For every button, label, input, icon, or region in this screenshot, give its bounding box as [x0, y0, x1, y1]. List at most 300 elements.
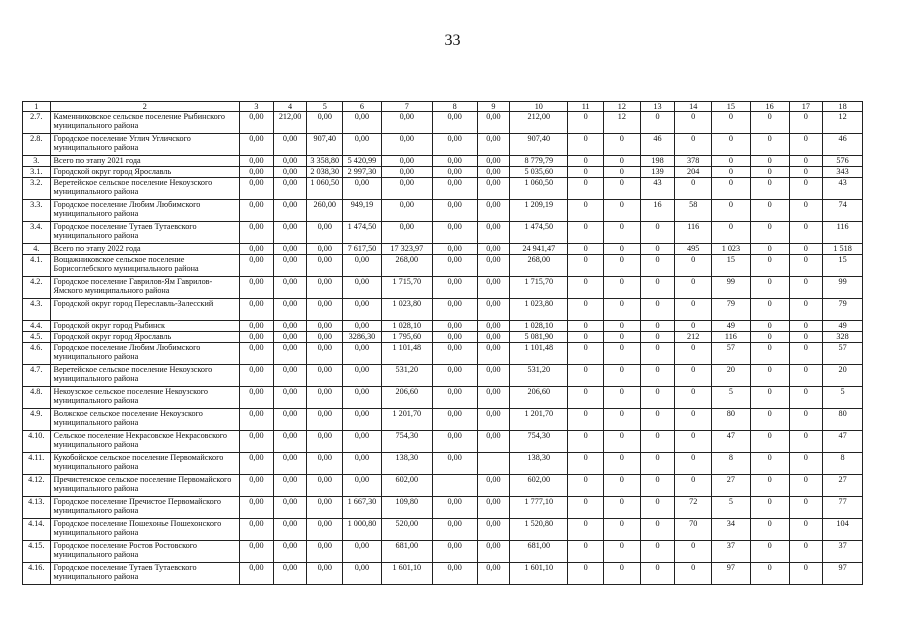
row-index-cell: 4.9. [23, 409, 51, 431]
value-cell: 5 081,90 [510, 332, 568, 343]
value-cell: 0,00 [432, 255, 477, 277]
value-cell: 0 [604, 255, 641, 277]
value-cell: 99 [823, 277, 863, 299]
value-cell: 0,00 [477, 244, 510, 255]
value-cell: 0,00 [307, 112, 343, 134]
value-cell: 0 [789, 409, 823, 431]
value-cell: 0,00 [273, 244, 307, 255]
table-row [23, 255, 863, 277]
row-index-cell: 4. [23, 244, 51, 255]
value-cell: 602,00 [510, 475, 568, 497]
value-cell: 0,00 [432, 497, 477, 519]
table-row [23, 156, 863, 167]
value-cell [477, 453, 510, 475]
municipality-name-cell: Городское поселение Любим Любимского муниципального района [50, 343, 240, 365]
value-cell: 0,00 [240, 475, 274, 497]
municipality-name-cell: Городское поселение Пошехонье Пошехонского муниципального района [50, 519, 240, 541]
value-cell: 0 [604, 497, 641, 519]
value-cell: 0 [789, 453, 823, 475]
value-cell: 0 [568, 475, 604, 497]
value-cell: 0 [789, 332, 823, 343]
value-cell: 0,00 [343, 112, 382, 134]
column-number-cell: 9 [477, 102, 510, 112]
value-cell: 0 [568, 431, 604, 453]
value-cell: 0,00 [477, 321, 510, 332]
value-cell: 0,00 [307, 475, 343, 497]
row-index-cell: 4.12. [23, 475, 51, 497]
value-cell: 0 [675, 321, 712, 332]
value-cell: 0,00 [381, 112, 432, 134]
value-cell: 0 [789, 321, 823, 332]
row-index-cell: 3.2. [23, 178, 51, 200]
value-cell: 0,00 [273, 541, 307, 563]
value-cell: 0,00 [273, 343, 307, 365]
value-cell: 0,00 [477, 497, 510, 519]
value-cell: 57 [823, 343, 863, 365]
value-cell: 0 [789, 156, 823, 167]
value-cell: 0 [750, 134, 789, 156]
value-cell: 43 [823, 178, 863, 200]
value-cell: 0 [750, 222, 789, 244]
value-cell: 0 [750, 387, 789, 409]
value-cell: 0,00 [477, 134, 510, 156]
value-cell: 0,00 [477, 431, 510, 453]
value-cell: 0 [675, 563, 712, 585]
value-cell: 1 795,60 [381, 332, 432, 343]
value-cell: 0 [604, 519, 641, 541]
value-cell: 0 [568, 321, 604, 332]
value-cell: 0,00 [477, 475, 510, 497]
value-cell: 198 [640, 156, 675, 167]
value-cell: 206,60 [381, 387, 432, 409]
value-cell: 0,00 [343, 409, 382, 431]
value-cell: 2 997,30 [343, 167, 382, 178]
value-cell: 0 [604, 134, 641, 156]
value-cell: 1 474,50 [510, 222, 568, 244]
value-cell: 343 [823, 167, 863, 178]
value-cell: 5 035,60 [510, 167, 568, 178]
municipality-name-cell: Городской округ город Рыбинск [50, 321, 240, 332]
value-cell: 0 [675, 453, 712, 475]
municipality-name-cell: Городской округ город Ярославль [50, 167, 240, 178]
value-cell: 1 715,70 [381, 277, 432, 299]
value-cell: 43 [640, 178, 675, 200]
value-cell: 7 617,50 [343, 244, 382, 255]
value-cell: 754,30 [381, 431, 432, 453]
value-cell: 0,00 [240, 453, 274, 475]
value-cell: 0,00 [273, 299, 307, 321]
value-cell: 0,00 [240, 387, 274, 409]
value-cell: 0,00 [432, 541, 477, 563]
table-row [23, 563, 863, 585]
value-cell: 1 023 [712, 244, 751, 255]
municipality-name-cell: Вощажниковское сельское поселение Борисоглебского муниципального района [50, 255, 240, 277]
value-cell: 0 [568, 519, 604, 541]
value-cell: 3286,30 [343, 332, 382, 343]
row-index-cell: 3.3. [23, 200, 51, 222]
municipality-name-cell: Веретейское сельское поселение Некоузского муниципального района [50, 178, 240, 200]
value-cell: 0 [568, 200, 604, 222]
value-cell: 907,40 [307, 134, 343, 156]
value-cell: 116 [712, 332, 751, 343]
value-cell: 0,00 [343, 299, 382, 321]
value-cell: 0 [640, 431, 675, 453]
municipality-name-cell: Веретейское сельское поселение Некоузского муниципального района [50, 365, 240, 387]
value-cell: 0 [604, 222, 641, 244]
value-cell: 0,00 [240, 222, 274, 244]
value-cell: 0 [750, 321, 789, 332]
value-cell: 0,00 [477, 299, 510, 321]
value-cell: 0 [568, 409, 604, 431]
value-cell: 12 [823, 112, 863, 134]
value-cell: 0 [789, 277, 823, 299]
value-cell: 0,00 [343, 475, 382, 497]
value-cell: 0 [640, 475, 675, 497]
value-cell: 576 [823, 156, 863, 167]
value-cell: 0 [604, 167, 641, 178]
municipality-name-cell: Городское поселение Ростов Ростовского муниципального района [50, 541, 240, 563]
value-cell: 204 [675, 167, 712, 178]
value-cell: 531,20 [381, 365, 432, 387]
value-cell: 58 [675, 200, 712, 222]
table-row [23, 431, 863, 453]
value-cell: 0 [604, 563, 641, 585]
value-cell: 1 520,80 [510, 519, 568, 541]
value-cell: 0,00 [273, 409, 307, 431]
row-index-cell: 3. [23, 156, 51, 167]
value-cell: 0,00 [240, 332, 274, 343]
value-cell: 79 [823, 299, 863, 321]
column-number-cell: 7 [381, 102, 432, 112]
value-cell: 0,00 [477, 200, 510, 222]
value-cell: 0,00 [240, 519, 274, 541]
row-index-cell: 4.10. [23, 431, 51, 453]
row-index-cell: 3.4. [23, 222, 51, 244]
table-row [23, 167, 863, 178]
value-cell: 0 [712, 200, 751, 222]
value-cell: 0,00 [477, 343, 510, 365]
value-cell: 1 101,48 [381, 343, 432, 365]
value-cell: 0,00 [432, 178, 477, 200]
value-cell: 1 028,10 [510, 321, 568, 332]
value-cell: 1 518 [823, 244, 863, 255]
value-cell: 0 [604, 200, 641, 222]
value-cell: 0,00 [432, 453, 477, 475]
value-cell: 0 [640, 387, 675, 409]
value-cell: 0,00 [307, 332, 343, 343]
value-cell: 49 [712, 321, 751, 332]
value-cell: 0,00 [307, 453, 343, 475]
value-cell: 0,00 [432, 321, 477, 332]
value-cell: 1 474,50 [343, 222, 382, 244]
value-cell: 0,00 [273, 519, 307, 541]
value-cell: 0,00 [273, 178, 307, 200]
value-cell: 0 [750, 156, 789, 167]
value-cell: 1 777,10 [510, 497, 568, 519]
row-index-cell: 4.4. [23, 321, 51, 332]
municipality-name-cell: Городское поселение Пречистое Первомайского муниципального района [50, 497, 240, 519]
value-cell: 0,00 [477, 112, 510, 134]
value-cell: 16 [640, 200, 675, 222]
value-cell: 0,00 [432, 387, 477, 409]
value-cell: 0 [675, 343, 712, 365]
value-cell: 0,00 [240, 255, 274, 277]
value-cell: 1 209,19 [510, 200, 568, 222]
value-cell: 0,00 [240, 321, 274, 332]
value-cell: 1 101,48 [510, 343, 568, 365]
value-cell: 0 [789, 519, 823, 541]
value-cell: 0,00 [240, 299, 274, 321]
value-cell: 0 [675, 134, 712, 156]
value-cell: 0,00 [307, 365, 343, 387]
value-cell: 0,00 [307, 222, 343, 244]
municipality-name-cell: Городской округ город Ярославль [50, 332, 240, 343]
value-cell: 80 [712, 409, 751, 431]
value-cell: 0 [750, 178, 789, 200]
value-cell: 0 [789, 497, 823, 519]
table-row [23, 200, 863, 222]
value-cell: 1 060,50 [307, 178, 343, 200]
table-row [23, 475, 863, 497]
value-cell: 46 [640, 134, 675, 156]
value-cell: 0 [604, 387, 641, 409]
value-cell: 0,00 [307, 497, 343, 519]
value-cell: 0 [789, 365, 823, 387]
value-cell: 531,20 [510, 365, 568, 387]
table-row [23, 387, 863, 409]
value-cell: 0 [640, 332, 675, 343]
row-index-cell: 4.8. [23, 387, 51, 409]
column-number-cell: 13 [640, 102, 675, 112]
value-cell: 1 023,80 [510, 299, 568, 321]
row-index-cell: 2.8. [23, 134, 51, 156]
value-cell: 0 [712, 178, 751, 200]
table-row [23, 299, 863, 321]
value-cell: 109,80 [381, 497, 432, 519]
value-cell: 0 [604, 409, 641, 431]
value-cell: 0,00 [381, 134, 432, 156]
value-cell: 37 [823, 541, 863, 563]
value-cell: 0,00 [273, 167, 307, 178]
value-cell: 0 [750, 497, 789, 519]
row-index-cell: 4.5. [23, 332, 51, 343]
table-row [23, 343, 863, 365]
value-cell: 0 [604, 431, 641, 453]
value-cell: 0,00 [477, 365, 510, 387]
value-cell: 0 [750, 299, 789, 321]
value-cell: 0 [712, 134, 751, 156]
value-cell: 0,00 [343, 343, 382, 365]
value-cell: 0 [604, 277, 641, 299]
value-cell: 0 [604, 332, 641, 343]
value-cell: 520,00 [381, 519, 432, 541]
row-index-cell: 4.2. [23, 277, 51, 299]
value-cell: 0,00 [432, 222, 477, 244]
row-index-cell: 4.16. [23, 563, 51, 585]
column-number-cell: 14 [675, 102, 712, 112]
municipality-name-cell: Некоузское сельское поселение Некоузского муниципального района [50, 387, 240, 409]
value-cell: 0 [789, 134, 823, 156]
value-cell: 0,00 [343, 255, 382, 277]
value-cell: 0 [675, 541, 712, 563]
municipality-name-cell: Всего по этапу 2021 года [50, 156, 240, 167]
value-cell: 268,00 [381, 255, 432, 277]
value-cell: 5 [712, 387, 751, 409]
value-cell: 0 [640, 244, 675, 255]
value-cell: 681,00 [381, 541, 432, 563]
value-cell: 0 [789, 222, 823, 244]
value-cell: 0,00 [432, 277, 477, 299]
value-cell: 139 [640, 167, 675, 178]
value-cell: 0 [789, 563, 823, 585]
value-cell: 74 [823, 200, 863, 222]
value-cell: 3 358,80 [307, 156, 343, 167]
value-cell: 72 [675, 497, 712, 519]
value-cell: 0,00 [343, 365, 382, 387]
value-cell: 1 201,70 [381, 409, 432, 431]
value-cell: 0 [789, 299, 823, 321]
value-cell: 0,00 [307, 343, 343, 365]
value-cell: 0 [789, 255, 823, 277]
value-cell: 0 [604, 299, 641, 321]
value-cell: 0,00 [307, 244, 343, 255]
value-cell: 5 420,99 [343, 156, 382, 167]
municipality-name-cell: Городское поселение Любим Любимского муниципального района [50, 200, 240, 222]
value-cell: 0,00 [273, 134, 307, 156]
column-number-cell: 3 [240, 102, 274, 112]
municipality-name-cell: Городское поселение Тутаев Тутаевского муниципального района [50, 563, 240, 585]
value-cell: 17 323,97 [381, 244, 432, 255]
value-cell: 0 [640, 112, 675, 134]
value-cell: 0 [568, 387, 604, 409]
value-cell: 0 [675, 277, 712, 299]
value-cell: 0,00 [240, 343, 274, 365]
value-cell: 0,00 [240, 112, 274, 134]
municipality-name-cell: Городское поселение Гаврилов-Ям Гаврилов-Ямского муниципального района [50, 277, 240, 299]
value-cell: 0,00 [240, 563, 274, 585]
column-number-cell: 16 [750, 102, 789, 112]
value-cell: 0 [712, 222, 751, 244]
value-cell: 97 [712, 563, 751, 585]
value-cell: 0,00 [432, 431, 477, 453]
column-number-cell: 4 [273, 102, 307, 112]
value-cell: 99 [712, 277, 751, 299]
value-cell: 0 [750, 409, 789, 431]
value-cell: 0,00 [273, 200, 307, 222]
municipality-name-cell: Пречистенское сельское поселение Первомайского муниципального района [50, 475, 240, 497]
value-cell: 70 [675, 519, 712, 541]
municipality-name-cell: Сельское поселение Некрасовское Некрасовского муниципального района [50, 431, 240, 453]
value-cell: 0 [675, 431, 712, 453]
value-cell: 0 [568, 277, 604, 299]
row-index-cell: 4.15. [23, 541, 51, 563]
value-cell: 57 [712, 343, 751, 365]
value-cell: 0,00 [432, 332, 477, 343]
row-index-cell: 4.7. [23, 365, 51, 387]
value-cell: 0,00 [477, 167, 510, 178]
value-cell: 0,00 [343, 563, 382, 585]
value-cell: 260,00 [307, 200, 343, 222]
value-cell: 80 [823, 409, 863, 431]
value-cell: 77 [823, 497, 863, 519]
row-index-cell: 4.1. [23, 255, 51, 277]
table-row [23, 541, 863, 563]
value-cell: 1 000,80 [343, 519, 382, 541]
value-cell: 0,00 [432, 365, 477, 387]
value-cell: 907,40 [510, 134, 568, 156]
value-cell: 0,00 [477, 255, 510, 277]
value-cell: 5 [823, 387, 863, 409]
value-cell: 1 715,70 [510, 277, 568, 299]
value-cell: 0 [675, 255, 712, 277]
value-cell: 0 [640, 497, 675, 519]
value-cell: 0 [750, 332, 789, 343]
municipality-name-cell: Городское поселение Углич Угличского муниципального района [50, 134, 240, 156]
value-cell: 15 [712, 255, 751, 277]
table-row [23, 409, 863, 431]
column-number-cell: 15 [712, 102, 751, 112]
column-number-cell: 17 [789, 102, 823, 112]
row-index-cell: 4.13. [23, 497, 51, 519]
municipality-name-cell: Городской округ город Переславль-Залесский [50, 299, 240, 321]
value-cell: 0 [750, 112, 789, 134]
value-cell: 0 [675, 299, 712, 321]
municipality-name-cell: Городское поселение Тутаев Тутаевского муниципального района [50, 222, 240, 244]
header-row [23, 102, 863, 112]
value-cell: 0,00 [273, 332, 307, 343]
value-cell: 0 [604, 475, 641, 497]
value-cell: 0,00 [307, 299, 343, 321]
column-number-cell: 18 [823, 102, 863, 112]
value-cell: 0,00 [240, 409, 274, 431]
row-index-cell: 4.11. [23, 453, 51, 475]
value-cell: 0,00 [477, 519, 510, 541]
value-cell: 0 [640, 321, 675, 332]
value-cell: 212,00 [273, 112, 307, 134]
value-cell: 116 [675, 222, 712, 244]
value-cell: 0 [750, 475, 789, 497]
value-cell: 0 [675, 387, 712, 409]
value-cell: 37 [712, 541, 751, 563]
table-row [23, 277, 863, 299]
value-cell: 8 [823, 453, 863, 475]
value-cell: 0 [604, 453, 641, 475]
value-cell: 0,00 [477, 563, 510, 585]
value-cell: 46 [823, 134, 863, 156]
value-cell: 0,00 [477, 541, 510, 563]
row-index-cell: 4.6. [23, 343, 51, 365]
value-cell: 0 [750, 431, 789, 453]
value-cell: 0 [604, 321, 641, 332]
value-cell: 0 [640, 299, 675, 321]
value-cell: 0 [750, 343, 789, 365]
value-cell: 0 [789, 387, 823, 409]
value-cell: 0 [789, 431, 823, 453]
value-cell: 0,00 [432, 409, 477, 431]
value-cell: 0,00 [381, 167, 432, 178]
value-cell: 0,00 [307, 321, 343, 332]
column-number-cell: 6 [343, 102, 382, 112]
value-cell: 0 [640, 222, 675, 244]
value-cell: 0,00 [240, 244, 274, 255]
value-cell: 0 [568, 453, 604, 475]
value-cell: 0,00 [477, 277, 510, 299]
value-cell: 0 [640, 365, 675, 387]
value-cell: 1 667,30 [343, 497, 382, 519]
value-cell: 5 [712, 497, 751, 519]
municipality-name-cell: Всего по этапу 2022 года [50, 244, 240, 255]
value-cell: 0 [750, 365, 789, 387]
